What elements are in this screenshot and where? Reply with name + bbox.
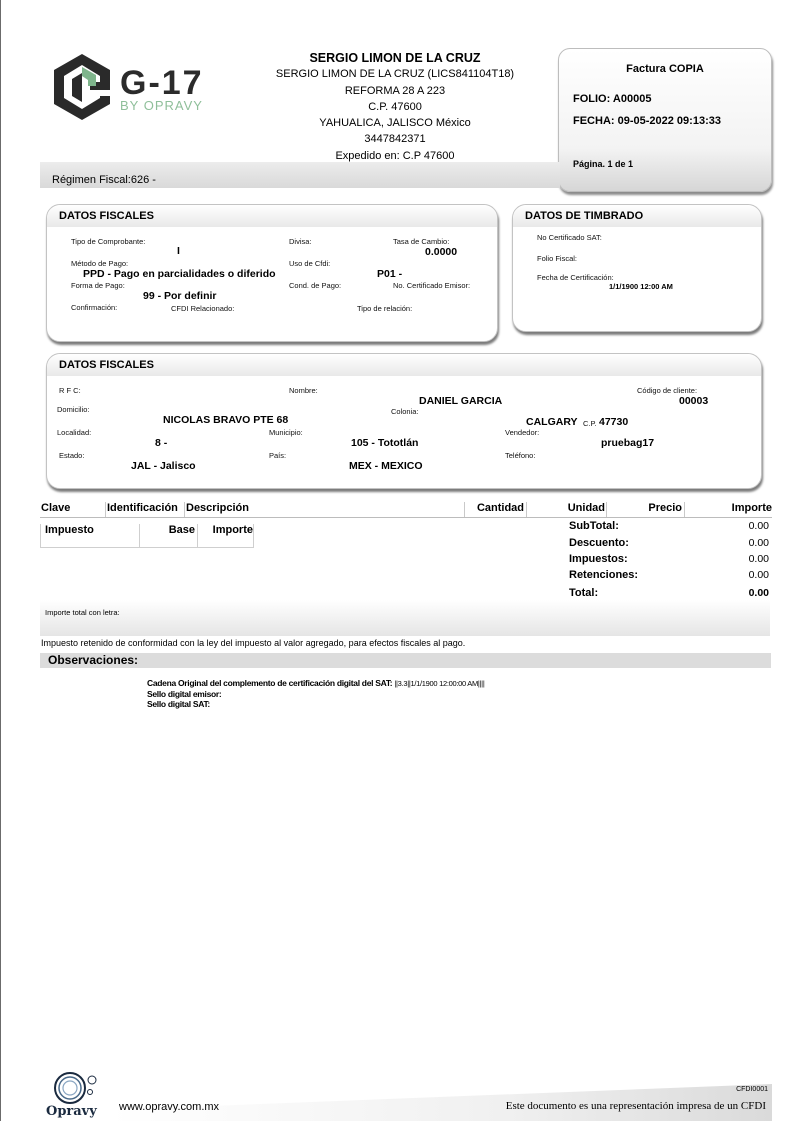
page-edge bbox=[0, 0, 1, 1121]
tasa-cambio-value: 0.0000 bbox=[425, 246, 458, 258]
vendedor-value: pruebag17 bbox=[601, 437, 655, 449]
regimen-fiscal-bar bbox=[40, 162, 560, 188]
regimen-fiscal: Régimen Fiscal:626 - bbox=[52, 174, 156, 186]
fecha-certificacion-label: Fecha de Certificación: bbox=[537, 273, 614, 282]
fiscal-panel-title: DATOS FISCALES bbox=[59, 210, 154, 222]
brand-logo-text: G-17 bbox=[120, 64, 204, 102]
issuer-expedido: Expedido en: C.P 47600 bbox=[335, 149, 455, 162]
subtotal-value: 0.00 bbox=[748, 520, 769, 532]
col-clave: Clave bbox=[41, 502, 106, 517]
municipio-label: Municipio: bbox=[269, 428, 303, 437]
pais-label: País: bbox=[269, 451, 287, 460]
uso-cfdi-label: Uso de Cfdi: bbox=[289, 259, 331, 268]
folio-fiscal-label: Folio Fiscal: bbox=[537, 254, 578, 263]
tipo-relacion-label: Tipo de relación: bbox=[357, 304, 413, 313]
pais-value: MEX - MEXICO bbox=[349, 460, 423, 472]
items-table-header bbox=[40, 501, 772, 518]
cp-value: 47730 bbox=[599, 416, 629, 428]
importe-letra-label: Importe total con letra: bbox=[45, 608, 120, 617]
confirmacion-label: Confirmación: bbox=[71, 303, 118, 312]
retenciones-label: Retenciones: bbox=[569, 569, 639, 581]
forma-pago-value: 99 - Por definir bbox=[143, 290, 217, 302]
tax-col-impuesto: Impuesto bbox=[45, 524, 140, 547]
forma-pago-label: Forma de Pago: bbox=[71, 281, 125, 290]
observaciones-title: Observaciones: bbox=[48, 653, 139, 667]
cadena-value: ||3.3||1/1/1900 12:00:00 AM|||| bbox=[394, 679, 485, 688]
tipo-comprobante-label: Tipo de Comprobante: bbox=[71, 237, 146, 246]
cert-sat-label: No Certificado SAT: bbox=[537, 233, 602, 242]
localidad-value: 8 - bbox=[155, 437, 168, 449]
impuestos-label: Impuestos: bbox=[569, 553, 628, 565]
timbrado-panel bbox=[512, 204, 762, 332]
cond-pago-label: Cond. de Pago: bbox=[289, 281, 342, 290]
colonia-label: Colonia: bbox=[391, 407, 419, 416]
issuer-cp: C.P. 47600 bbox=[368, 100, 422, 113]
issuer-name: SERGIO LIMON DE LA CRUZ bbox=[309, 51, 481, 65]
g17-logo-icon bbox=[52, 52, 112, 122]
tax-col-importe: Importe bbox=[212, 524, 253, 536]
invoice-info-box bbox=[558, 48, 772, 192]
col-precio: Precio bbox=[607, 502, 685, 517]
sello-emisor-label: Sello digital emisor: bbox=[147, 689, 222, 699]
cp-label: C.P. bbox=[583, 419, 597, 428]
footer-code: CFDI0001 bbox=[736, 1086, 768, 1093]
retenciones-value: 0.00 bbox=[748, 569, 769, 581]
issuer-full-name: SERGIO LIMON DE LA CRUZ (LICS841104T18) bbox=[275, 68, 515, 81]
col-descripcion: Descripción bbox=[185, 502, 465, 517]
invoice-folio: FOLIO: A00005 bbox=[573, 93, 652, 105]
metodo-pago-value: PPD - Pago en parcialidades o diferido bbox=[83, 268, 276, 280]
issuer-city: YAHUALICA, JALISCO México bbox=[319, 117, 471, 130]
colonia-value: CALGARY bbox=[526, 416, 578, 428]
tipo-comprobante-value: I bbox=[177, 245, 180, 257]
impuestos-value: 0.00 bbox=[748, 553, 769, 565]
invoice-page: Página. 1 de 1 bbox=[573, 159, 634, 169]
rfc-label: R F C: bbox=[59, 386, 81, 395]
issuer-block bbox=[270, 50, 520, 164]
tasa-cambio-label: Tasa de Cambio: bbox=[393, 237, 450, 246]
vendedor-label: Vendedor: bbox=[505, 428, 540, 437]
estado-label: Estado: bbox=[59, 451, 85, 460]
col-importe: Importe bbox=[731, 502, 772, 514]
footer-url[interactable]: www.opravy.com.mx bbox=[119, 1101, 220, 1113]
tax-table-header bbox=[40, 524, 254, 548]
legal-text: Impuesto retenido de conformidad con la ley del impuesto al valor agregado, para efectos fiscales al pago. bbox=[41, 638, 466, 648]
footer-brand: Opravy bbox=[46, 1104, 97, 1119]
metodo-pago-label: Método de Pago: bbox=[71, 259, 129, 268]
uso-cfdi-value: P01 - bbox=[377, 268, 403, 280]
cert-emisor-label: No. Certificado Emisor: bbox=[393, 281, 471, 290]
invoice-title: Factura COPIA bbox=[626, 63, 704, 75]
fiscal-data-panel bbox=[46, 204, 498, 342]
nombre-label: Nombre: bbox=[289, 386, 318, 395]
cadena-label: Cadena Original del complemento de certificación digital del SAT: bbox=[147, 678, 393, 688]
estado-value: JAL - Jalisco bbox=[131, 460, 196, 472]
codigo-cliente-label: Código de cliente: bbox=[637, 386, 698, 395]
total-value: 0.00 bbox=[748, 587, 769, 599]
descuento-value: 0.00 bbox=[748, 537, 769, 549]
domicilio-label: Domicilio: bbox=[57, 405, 90, 414]
cadena-original-block bbox=[147, 678, 484, 709]
municipio-value: 105 - Tototlán bbox=[351, 437, 419, 449]
brand-logo-subtitle: BY OPRAVY bbox=[120, 98, 203, 113]
cfdi-relacionado-label: CFDI Relacionado: bbox=[171, 304, 235, 313]
invoice-date: FECHA: 09-05-2022 09:13:33 bbox=[573, 115, 721, 127]
codigo-cliente-value: 00003 bbox=[679, 395, 709, 407]
footer-note: Este documento es una representación impresa de un CFDI bbox=[505, 1100, 766, 1112]
telefono-label: Teléfono: bbox=[505, 451, 536, 460]
client-data-panel bbox=[46, 353, 762, 489]
domicilio-value: NICOLAS BRAVO PTE 68 bbox=[163, 414, 289, 426]
issuer-phone: 3447842371 bbox=[364, 133, 426, 146]
localidad-label: Localidad: bbox=[57, 428, 92, 437]
sello-sat-label: Sello digital SAT: bbox=[147, 699, 210, 709]
col-unidad: Unidad bbox=[527, 502, 607, 517]
tax-col-base: Base bbox=[140, 524, 198, 547]
fecha-certificacion-value: 1/1/1900 12:00 AM bbox=[609, 282, 673, 291]
observaciones-bar bbox=[40, 653, 771, 668]
nombre-value: DANIEL GARCIA bbox=[419, 395, 503, 407]
col-identificacion: Identificación bbox=[106, 502, 185, 517]
client-panel-title: DATOS FISCALES bbox=[59, 359, 154, 371]
col-cantidad: Cantidad bbox=[465, 502, 527, 517]
descuento-label: Descuento: bbox=[569, 537, 629, 549]
divisa-label: Divisa: bbox=[289, 237, 312, 246]
total-label: Total: bbox=[569, 587, 599, 599]
timbrado-panel-title: DATOS DE TIMBRADO bbox=[525, 210, 644, 222]
subtotal-label: SubTotal: bbox=[569, 520, 619, 532]
issuer-street: REFORMA 28 A 223 bbox=[344, 84, 446, 97]
importe-letra-box bbox=[40, 600, 770, 636]
